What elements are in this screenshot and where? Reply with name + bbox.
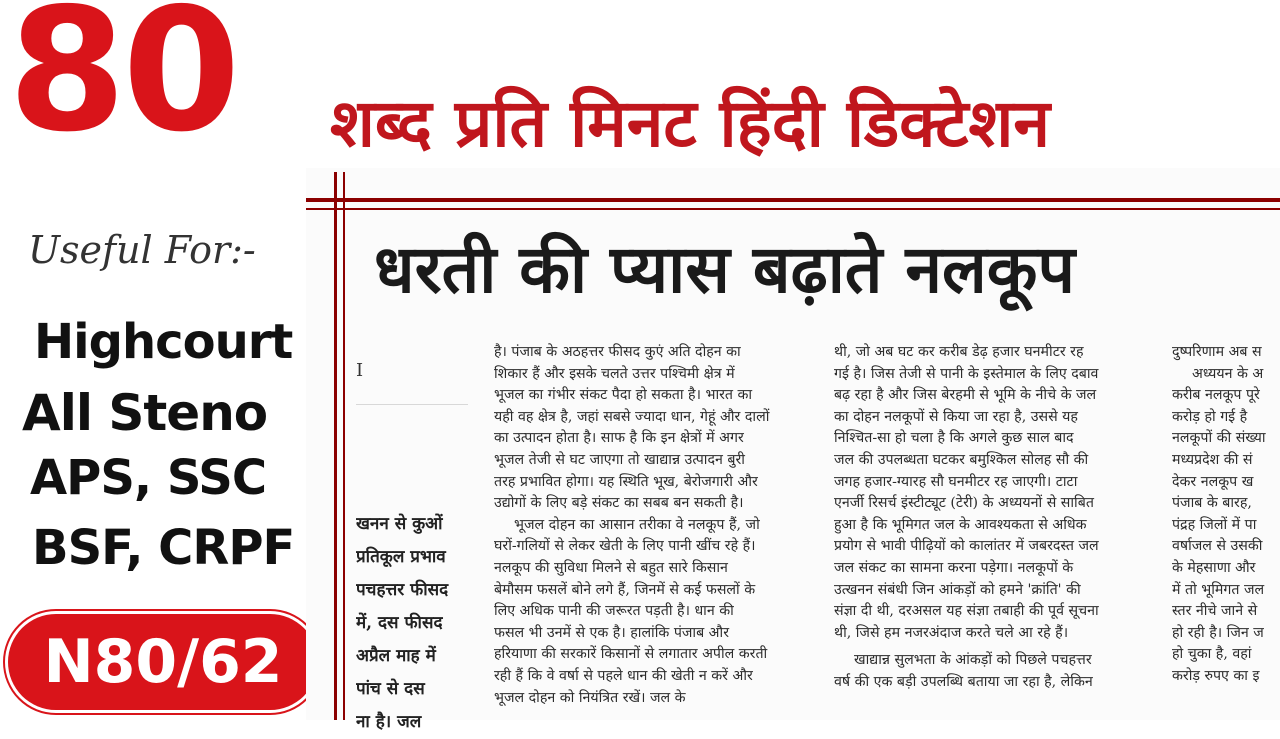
article-line: रही हैं कि वे वर्षा से पहले धान की खेती न करें और: [494, 667, 753, 684]
exam-all-steno: All Steno: [22, 384, 268, 442]
article-line: दुष्परिणाम अब स: [1172, 344, 1262, 360]
article-line: खाद्यान्न सुलभता के आंकड़ों को पिछले पचहत्तर: [854, 652, 1092, 669]
article-line: अध्ययन के अ: [1192, 365, 1264, 382]
article-line: थी, जो अब घट कर करीब डेढ़ हजार घनमीटर रह: [834, 344, 1084, 360]
article-line: पांच से दस: [356, 679, 425, 699]
article-line: भूजल दोहन का आसान तरीका वे नलकूप हैं, जो: [514, 516, 760, 533]
article-line: बेमौसम फसलें बोने लगे हैं, जिनमें से कई फसलों के: [494, 581, 756, 598]
article-line: मध्यप्रदेश की सं: [1172, 451, 1253, 468]
article-line: उत्खनन संबंधी जिन आंकड़ों को हमने 'क्रांति' की: [834, 581, 1081, 598]
article-line: हो रही है। जिन ज: [1172, 624, 1264, 641]
exam-aps-ssc: APS, SSC: [30, 450, 267, 506]
article-line: नलकूप की सुविधा मिलने से बहुत सारे किसान: [494, 559, 728, 576]
article-line: देकर नलकूप ख: [1172, 473, 1254, 490]
article-line: नलकूपों की संख्या: [1172, 430, 1266, 447]
article-column-3: [1172, 342, 1280, 688]
article-line: थी, जिसे हम नजरअंदाज करते चले आ रहे हैं।: [834, 624, 1069, 641]
article-line: स्तर नीचे जाने से: [1172, 603, 1258, 620]
article-line: प्रतिकूल प्रभाव: [356, 547, 446, 567]
article-line: का दोहन नलकूपों से किया जा रहा है, उससे यह: [834, 408, 1078, 425]
article-line: बढ़ रहा है और जिस बेरहमी से भूमि के नीचे के जल: [834, 387, 1097, 404]
article-line: पंद्रह जिलों में पा: [1172, 516, 1257, 533]
article-line: तरह प्रभावित होगा। यह स्थिति भूख, बेरोजगारी और: [494, 473, 758, 490]
article-line: खनन से कुओं: [356, 514, 443, 534]
article-line: अप्रैल माह में: [356, 646, 436, 666]
article-line: करोड़ हो गई है: [1172, 408, 1248, 425]
article-line: जल संकट का सामना करना पड़ेगा। नलकूपों के: [834, 559, 1074, 576]
article-line: जल की उपलब्धता घटकर बमुश्किल सोलह सौ की: [834, 451, 1089, 468]
top-rule-thin: [306, 208, 1280, 210]
article-line: में तो भूमिगत जल: [1172, 581, 1265, 598]
article-line: वर्ष की एक बड़ी उपलब्धि बताया जा रहा है, लेकिन: [834, 673, 1093, 690]
thumbnail-title: शब्द प्रति मिनट हिंदी डिक्टेशन: [330, 85, 1050, 162]
left-rule-thin: [343, 172, 345, 720]
article-column-1: [494, 342, 812, 709]
dictation-code: N80/62: [43, 627, 283, 697]
article-line: पंजाब के बारह,: [1172, 495, 1252, 512]
article-line: पचहत्तर फीसद: [356, 580, 449, 600]
article-line: के मेहसाणा और: [1172, 559, 1256, 576]
article-line: जगह हजार-ग्यारह सौ घनमीटर रह जाएगी। टाटा: [834, 473, 1078, 490]
article-line: प्रयोग से भावी पीढ़ियों को कालांतर में जबरदस्त जल: [834, 538, 1099, 555]
article-line: भूजल दोहन को नियंत्रित रखें। जल के: [494, 689, 686, 706]
article-line: हरियाणा की सरकारें किसानों से लगातार अपील करती: [494, 646, 768, 663]
article-line: शिकार हैं और इसके चलते उत्तर पश्चिमी क्षेत्र में: [494, 365, 735, 382]
useful-for-label: Useful For:-: [28, 228, 256, 272]
exam-highcourt: Highcourt: [34, 314, 293, 370]
article-line: ना है। जल: [356, 712, 422, 732]
article-line: करीब नलकूप पूरे: [1172, 387, 1260, 404]
article-line: एनर्जी रिसर्च इंस्टीट्यूट (टेरी) के अध्ययनों से साबित: [834, 495, 1094, 512]
article-line: भूजल तेजी से घट जाएगा तो खाद्यान्न उत्पादन बुरी: [494, 451, 745, 468]
top-rule: [306, 198, 1280, 202]
article-line: हो चुका है, वहां: [1172, 646, 1252, 663]
exam-bsf-crpf: BSF, CRPF: [32, 520, 295, 576]
article-line: निश्चित-सा हो चला है कि अगले कुछ साल बाद: [834, 430, 1074, 447]
article-column-2: [834, 342, 1154, 694]
article-line: यही वह क्षेत्र है, जहां सबसे ज्यादा धान, गेहूं और दालों: [494, 408, 770, 425]
article-line: करोड़ रुपए का इ: [1172, 667, 1260, 684]
article-line: घरों-गलियों से लेकर खेती के लिए पानी खींच रहे हैं।: [494, 538, 756, 555]
fragment-divider: [356, 404, 468, 405]
article-headline: धरती की प्यास बढ़ाते नलकूप: [374, 231, 1075, 308]
left-rule: [334, 172, 337, 720]
article-line: फसल भी उनमें से एक है। हालांकि पंजाब और: [494, 624, 730, 641]
article-line: संज्ञा दी थी, दरअसल यह संज्ञा तबाही की पूर्व सूचना: [834, 603, 1099, 620]
article-line: उद्योगों के लिए बड़े संकट का सबब बन सकती है।: [494, 495, 744, 512]
article-line: गई है। जिस तेजी से पानी के इस्तेमाल के लिए दबाव: [834, 365, 1099, 382]
article-column-fragment: [356, 508, 474, 739]
article-line: में, दस फीसद: [356, 613, 443, 633]
fragment-mark: I: [356, 360, 364, 381]
article-line: भूजल का गंभीर संकट पैदा हो सकता है। भारत का: [494, 387, 753, 404]
article-line: हुआ है कि भूमिगत जल के आवश्यकता से अधिक: [834, 516, 1087, 533]
article-line: वर्षाजल से उसकी: [1172, 538, 1263, 555]
article-line: है। पंजाब के अठहत्तर फीसद कुएं अति दोहन का: [494, 344, 741, 360]
article-line: का उत्पादन होता है। साफ है कि इन क्षेत्रों में अगर: [494, 430, 744, 447]
article-line: लिए अधिक पानी की जरूरत पड़ती है। धान की: [494, 603, 734, 620]
wpm-number: 80: [8, 0, 237, 170]
dictation-code-badge: [8, 614, 318, 710]
